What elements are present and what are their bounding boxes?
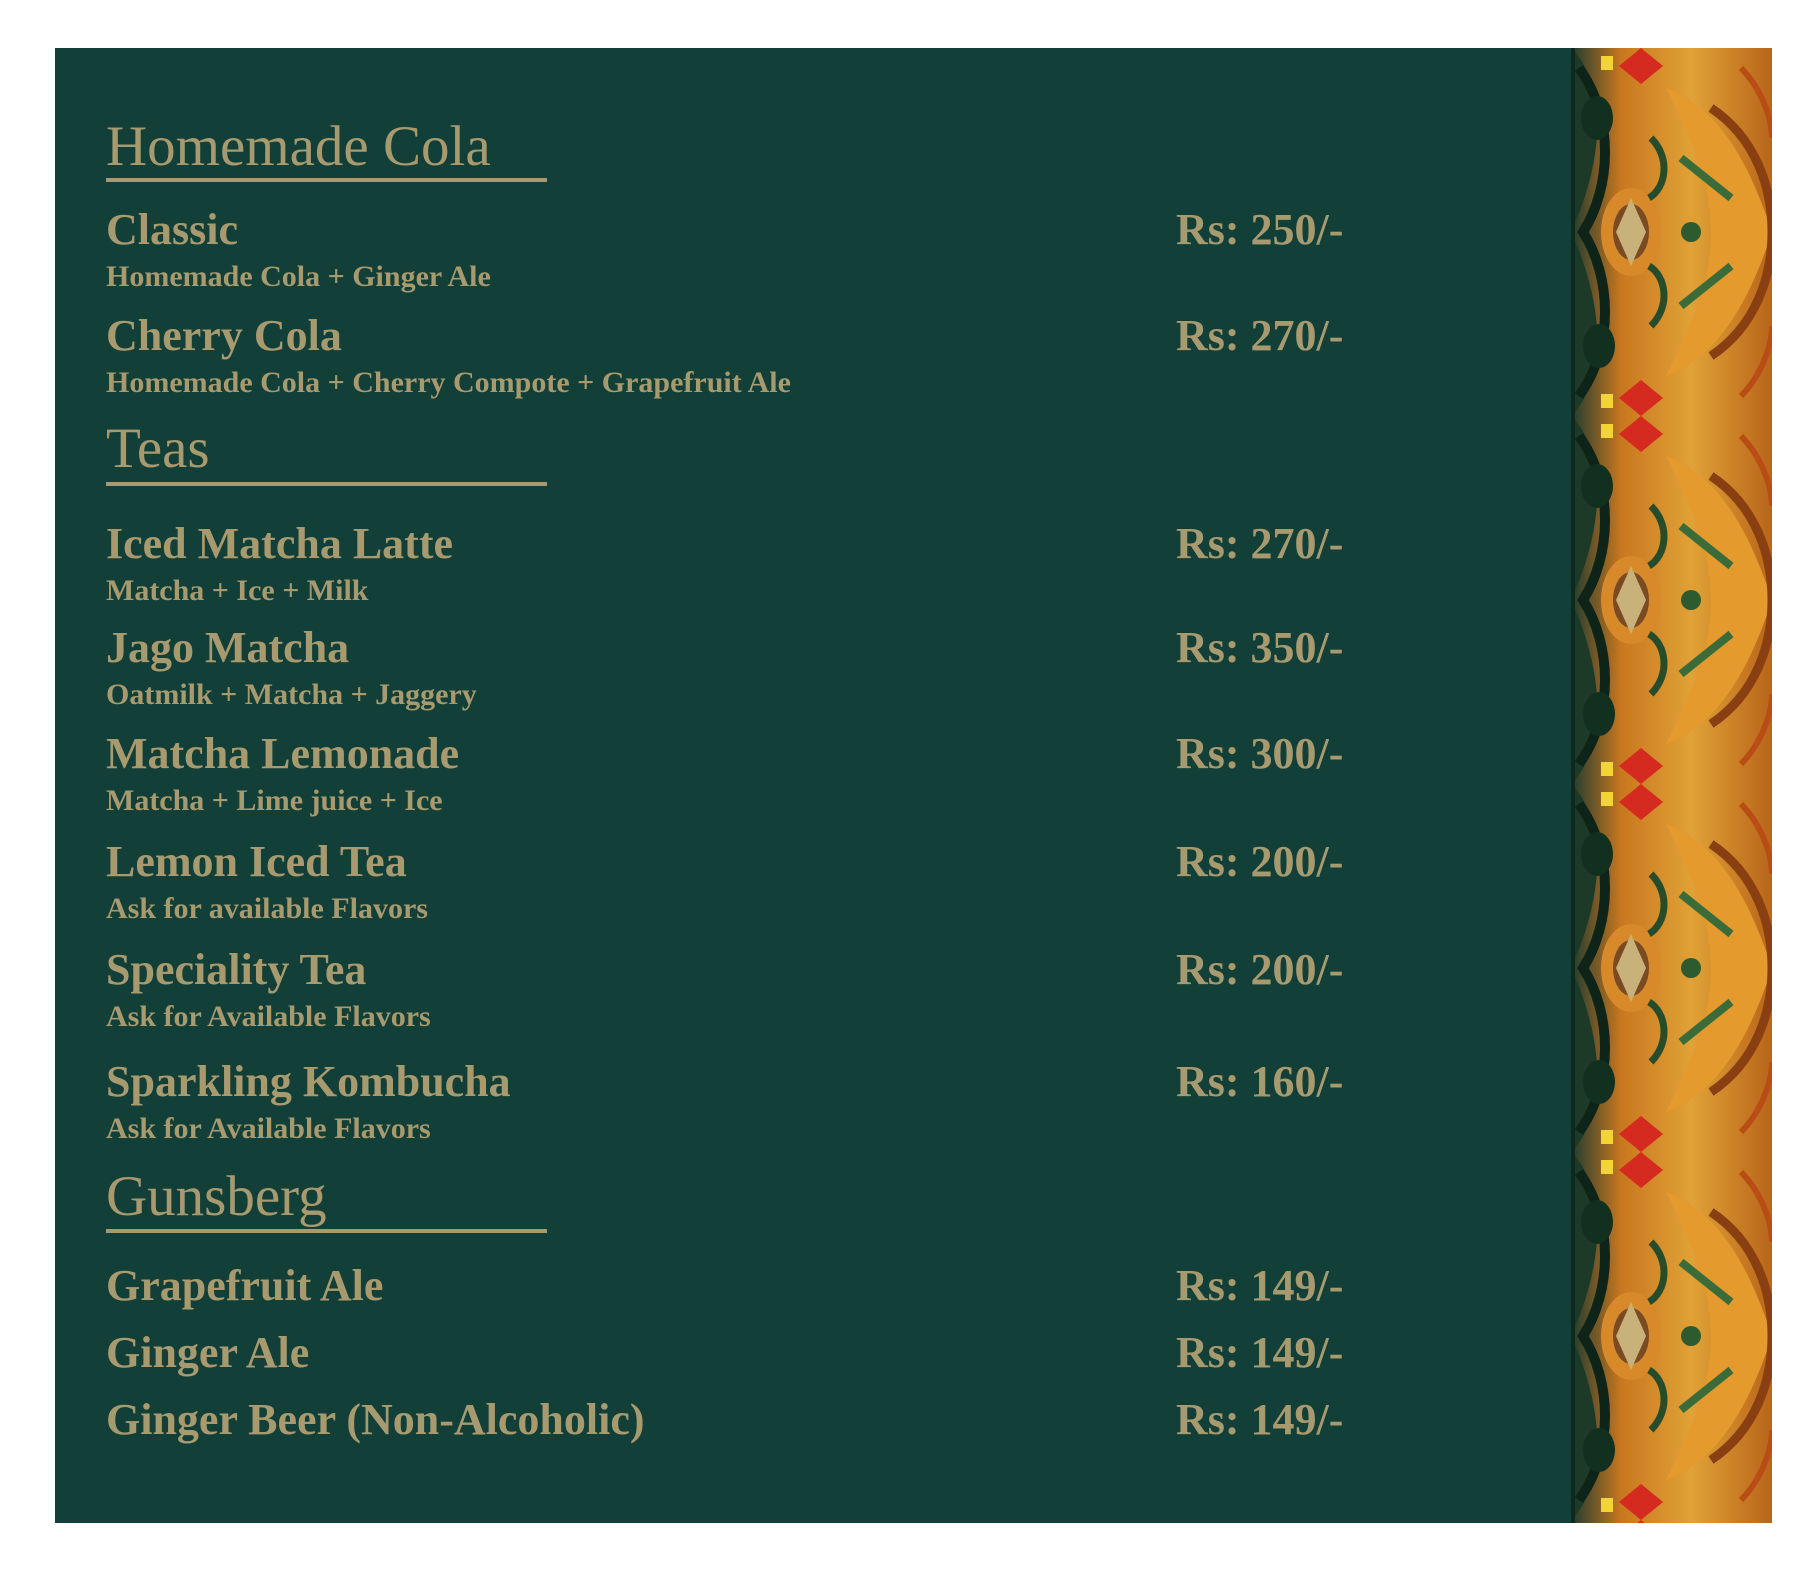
section-title-teas: Teas (106, 417, 210, 480)
item-description-iced-matcha-latte: Matcha + Ice + Milk (106, 574, 369, 607)
item-description-matcha-lemonade: Matcha + Lime juice + Ice (106, 784, 443, 817)
item-name-speciality-tea: Speciality Tea (106, 945, 367, 994)
section-title-gunsberg: Gunsberg (106, 1165, 327, 1228)
item-description-jago-matcha: Oatmilk + Matcha + Jaggery (106, 678, 477, 711)
item-price-cherry-cola: Rs: 270/- (1176, 311, 1344, 360)
menu-panel (55, 48, 1772, 1523)
item-name-sparkling-kombucha: Sparkling Kombucha (106, 1057, 511, 1106)
item-description-sparkling-kombucha: Ask for Available Flavors (106, 1112, 431, 1145)
kaleidoscope-painting-image (1571, 48, 1772, 1523)
item-price-ginger-ale: Rs: 149/- (1176, 1328, 1344, 1377)
item-name-iced-matcha-latte: Iced Matcha Latte (106, 519, 454, 568)
item-name-ginger-ale: Ginger Ale (106, 1328, 310, 1377)
item-price-speciality-tea: Rs: 200/- (1176, 945, 1344, 994)
item-description-cherry-cola: Homemade Cola + Cherry Compote + Grapefruit Ale (106, 366, 791, 399)
item-name-cherry-cola: Cherry Cola (106, 311, 342, 360)
decorative-art-border (1571, 48, 1772, 1523)
item-price-classic: Rs: 250/- (1176, 205, 1344, 254)
item-price-sparkling-kombucha: Rs: 160/- (1176, 1057, 1344, 1106)
item-price-ginger-beer: Rs: 149/- (1176, 1395, 1344, 1444)
section-divider (106, 482, 547, 486)
item-name-ginger-beer: Ginger Beer (Non-Alcoholic) (106, 1395, 645, 1444)
item-price-lemon-iced-tea: Rs: 200/- (1176, 837, 1344, 886)
item-price-matcha-lemonade: Rs: 300/- (1176, 729, 1344, 778)
item-name-classic: Classic (106, 205, 238, 254)
item-name-grapefruit-ale: Grapefruit Ale (106, 1261, 384, 1310)
item-name-jago-matcha: Jago Matcha (106, 623, 350, 672)
item-description-classic: Homemade Cola + Ginger Ale (106, 260, 491, 293)
item-name-matcha-lemonade: Matcha Lemonade (106, 729, 460, 778)
item-price-iced-matcha-latte: Rs: 270/- (1176, 519, 1344, 568)
item-price-grapefruit-ale: Rs: 149/- (1176, 1261, 1344, 1310)
section-divider (106, 1229, 547, 1233)
section-divider (106, 178, 547, 182)
item-price-jago-matcha: Rs: 350/- (1176, 623, 1344, 672)
item-description-lemon-iced-tea: Ask for available Flavors (106, 892, 428, 925)
section-title-homemade-cola: Homemade Cola (106, 115, 491, 178)
item-name-lemon-iced-tea: Lemon Iced Tea (106, 837, 407, 886)
item-description-speciality-tea: Ask for Available Flavors (106, 1000, 431, 1033)
